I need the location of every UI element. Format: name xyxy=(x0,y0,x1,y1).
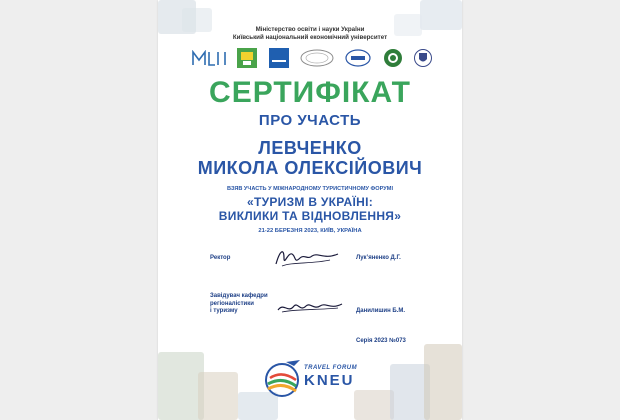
partner-logos xyxy=(192,47,432,69)
forum-date-place: 21-22 БЕРЕЗНЯ 2023, КИЇВ, УКРАЇНА xyxy=(258,228,362,234)
brand-name: KNEU xyxy=(304,372,355,389)
frtu-logo xyxy=(345,48,371,68)
shield-icon xyxy=(414,48,432,68)
university-seal-logo xyxy=(300,48,334,68)
shield-logo xyxy=(414,48,432,68)
department-head-label-line1: Завідувач кафедри xyxy=(210,293,268,299)
university-name: Київський національний економічний університет xyxy=(232,34,388,41)
seal-logo-mark xyxy=(300,49,334,67)
department-head-label-line3: і туризму xyxy=(210,308,238,314)
recipient-given-names: МИКОЛА ОЛЕКСІЙОВИЧ xyxy=(197,158,423,178)
department-head-label-line2: регіоналістики xyxy=(210,300,254,307)
rector-signature xyxy=(272,244,342,270)
forum-name-line2: ВИКЛИКИ ТА ВІДНОВЛЕННЯ» xyxy=(218,209,402,223)
ministry-header xyxy=(158,26,462,42)
puzzle-decoration xyxy=(198,372,238,420)
kneu-logo-mark xyxy=(237,48,257,68)
department-head-name: Данилишин Б.М. xyxy=(356,308,406,314)
participation-text: ВЗЯВ УЧАСТЬ У МІЖНАРОДНОМУ ТУРИСТИЧНОМУ ФОРУМІ xyxy=(226,186,393,192)
globe-icon xyxy=(260,356,304,402)
brand-tagline: TRAVEL FORUM xyxy=(304,365,358,371)
forum-name-line1: «ТУРИЗМ В УКРАЇНІ: xyxy=(246,195,374,209)
certificate-subtitle: ПРО УЧАСТЬ xyxy=(258,112,362,129)
green-seal-mark xyxy=(383,48,403,68)
certificate-title: СЕРТИФІКАТ xyxy=(209,76,411,109)
dart-logo-mark xyxy=(269,48,289,68)
puzzle-decoration xyxy=(424,344,462,420)
ministry-name: Міністерство освіти і науки України xyxy=(255,26,365,33)
department-head-signature xyxy=(274,296,346,318)
rector-label: Ректор xyxy=(210,255,231,261)
mon-logo xyxy=(192,48,226,68)
rector-name: Лук’яненко Д.Г. xyxy=(356,255,401,261)
serial-number: Серія 2023 №073 xyxy=(356,338,406,344)
recipient-surname: ЛЕВЧЕНКО xyxy=(258,138,362,158)
mon-logo-mark xyxy=(192,50,226,66)
frtu-logo-mark xyxy=(345,49,371,67)
certificate xyxy=(158,0,462,420)
kneu-logo xyxy=(237,48,257,68)
department-head-label xyxy=(210,293,268,316)
dart-logo xyxy=(269,48,289,68)
travel-forum-logo xyxy=(260,356,370,406)
green-seal-logo xyxy=(383,48,403,68)
